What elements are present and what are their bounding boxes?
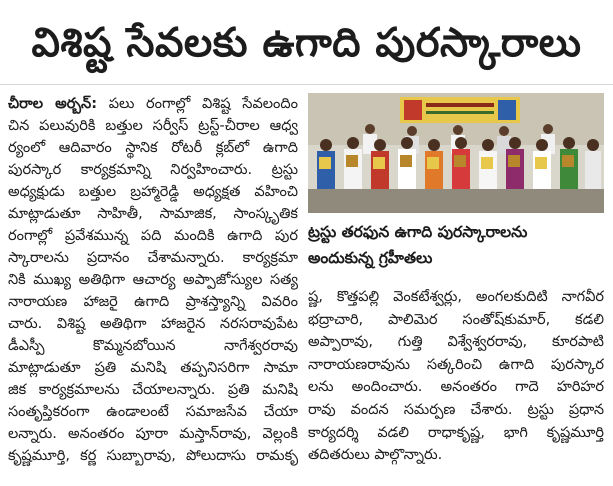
article-line: చారు. విశిష్ట అతిథిగా హాజరైన నరసరావుపేట bbox=[8, 316, 298, 332]
event-photo-illustration bbox=[308, 93, 604, 213]
article-line: ష్ణ, కొత్తపల్లి వెంకటేశ్వర్లు, అంగలకుదిటి నాగవీర bbox=[308, 289, 604, 305]
article-line: కృష్ణమూర్తి, కర్ణ సుబ్బారావు, పోలుదాసు రామకృ bbox=[8, 448, 298, 464]
article-line: నికి ముఖ్య అతిథిగా ఆచార్య అప్పాజోస్యుల సత్య bbox=[8, 272, 298, 288]
caption-line: ట్రస్టు తరఫున ఉగాది పురస్కారాలను bbox=[308, 223, 528, 241]
article-line: చిన పలువురికి బత్తుల సర్వీస్ ట్రస్ట్-చీరాల ఆధ్వ bbox=[8, 118, 298, 134]
event-photo bbox=[308, 93, 604, 213]
article-line: అప్పారావు, గుత్తి విశ్వేశ్వరరావు, కూరపాటి bbox=[308, 334, 604, 351]
banner-logo-right bbox=[498, 100, 516, 120]
article-line: డీఎస్పీ కొమ్మనబోయిన నాగేశ్వరరావు bbox=[8, 338, 298, 354]
article-line: భద్రాచారి, పాలిమెర సంతోష్‌కుమార్, కడలి bbox=[308, 311, 604, 328]
article-line: రంగాల్లో ప్రవేశమున్న పది మందికి ఉగాది పుర bbox=[8, 228, 298, 244]
dateline: చీరాల అర్బన్: bbox=[8, 96, 98, 112]
article-line: లను అందించారు. అనంతరం గాదె హరిహర bbox=[308, 379, 604, 396]
caption-line: అందుకున్న గ్రహీతలు bbox=[308, 249, 433, 267]
headline: విశిష్ట సేవలకు ఉగాది పురస్కారాలు bbox=[31, 20, 582, 66]
banner-stripe bbox=[426, 111, 494, 114]
banner-stripe bbox=[426, 103, 494, 107]
article-line: మాట్లాడుతూ ప్రతి మనిషి తప్పనిసరిగా సామా bbox=[8, 360, 298, 376]
article-line: తదితరులు పాల్గొన్నారు. bbox=[308, 447, 443, 464]
article-line: అధ్యక్షుడు బత్తుల బ్రహ్మారెడ్డి అధ్యక్షత వహించి bbox=[8, 184, 298, 200]
article-line: జిక కార్యక్రమాలను చేయాలన్నారు. ప్రతి మనిషి bbox=[8, 382, 298, 398]
article-right-column bbox=[308, 286, 604, 467]
article-line: కార్యదర్శి వడలి రాధాకృష్ణ, భాగి కృష్ణమూర్తి bbox=[308, 424, 604, 441]
banner-logo-left bbox=[404, 100, 422, 120]
article-text: పలు రంగాల్లో విశిష్ట సేవలందిం bbox=[97, 96, 298, 112]
stage-floor bbox=[308, 189, 604, 213]
article-line: నారాయణ హాజరై ఉగాది ప్రాశస్త్యాన్ని వివరిం bbox=[8, 294, 298, 310]
article-left-column bbox=[8, 93, 298, 467]
article-line: సంతృప్తికరంగా ఉండాలంటే సమాజసేవ చేయా bbox=[8, 404, 298, 420]
article-line: ర్యంలో ఆదివారం స్థానిక రోటరీ క్లబ్‌లో ఉగాది bbox=[8, 140, 298, 156]
headline-divider bbox=[0, 84, 613, 85]
article-line: స్కారాలను ప్రదానం చేశామన్నారు. కార్యక్రమా bbox=[8, 250, 298, 266]
photo-caption bbox=[308, 219, 604, 271]
article-line: రావు వందన సమర్పణ చేశారు. ట్రస్టు ప్రధాన bbox=[308, 401, 604, 418]
article-line: నారాయణరావును సత్కరించి ఉగాది పురస్కార bbox=[308, 356, 604, 373]
article-line bbox=[8, 93, 298, 115]
article-line: లన్నారు. అనంతరం పూరా మస్తాన్‌రావు, వెల్లంకి bbox=[8, 426, 298, 442]
article-line: మాట్లాడుతూ సాహితీ, సామాజిక, సాంస్కృతిక bbox=[8, 206, 298, 222]
article-line: పురస్కార కార్యక్రమాన్ని నిర్వహించారు. ట్రస్టు bbox=[8, 162, 298, 178]
